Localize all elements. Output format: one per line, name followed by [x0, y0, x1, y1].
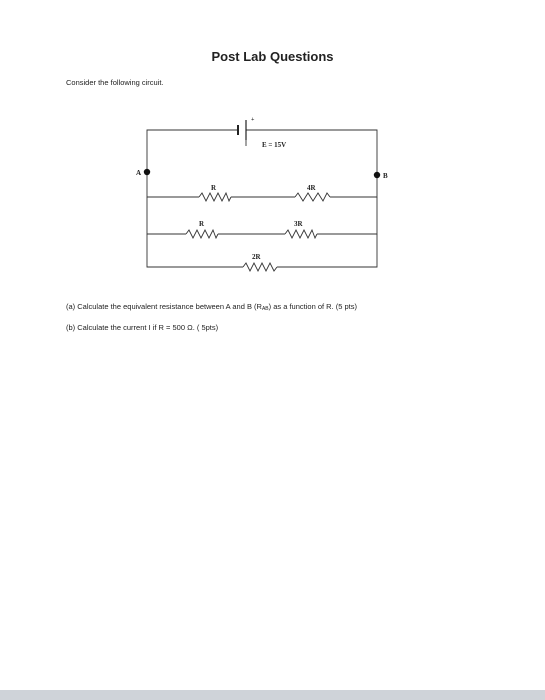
wire-branch-1-right	[330, 180, 377, 197]
wire-branch-2-left	[147, 197, 186, 234]
node-b-dot	[374, 172, 380, 178]
node-a-label: A	[136, 169, 142, 177]
resistor-r-middle-label: R	[199, 220, 205, 228]
question-a-subscript: AB	[261, 306, 269, 312]
intro-text: Consider the following circuit.	[66, 78, 164, 87]
node-a-dot	[144, 169, 150, 175]
wire-branch-2-right	[317, 197, 377, 234]
wire-top-right	[246, 130, 377, 180]
node-b-label: B	[383, 172, 388, 180]
resistor-4r	[295, 193, 330, 201]
resistor-r-top	[199, 193, 231, 201]
resistor-4r-label: 4R	[307, 184, 316, 192]
wire-branch-3-left	[147, 234, 243, 267]
source-label: E = 15V	[262, 141, 287, 149]
footer-bar	[0, 690, 545, 700]
wire-top-left	[147, 130, 238, 182]
resistor-3r	[285, 230, 317, 238]
resistor-3r-label: 3R	[294, 220, 303, 228]
question-a-text: (a) Calculate the equivalent resistance between A and B (R	[66, 302, 262, 311]
resistor-r-middle	[186, 230, 218, 238]
question-b: (b) Calculate the current I if R = 500 Ω. ( 5pts)	[66, 323, 219, 332]
resistor-2r-label: 2R	[252, 253, 261, 261]
battery-plus-sign: +	[251, 117, 255, 123]
page-title: Post Lab Questions	[211, 49, 334, 64]
resistor-2r	[243, 263, 277, 271]
question-a-suffix: ) as a function of R. (5 pts)	[268, 302, 357, 311]
question-a	[66, 302, 357, 312]
wire-branch-1-left	[147, 182, 199, 197]
resistor-r-top-label: R	[211, 184, 217, 192]
